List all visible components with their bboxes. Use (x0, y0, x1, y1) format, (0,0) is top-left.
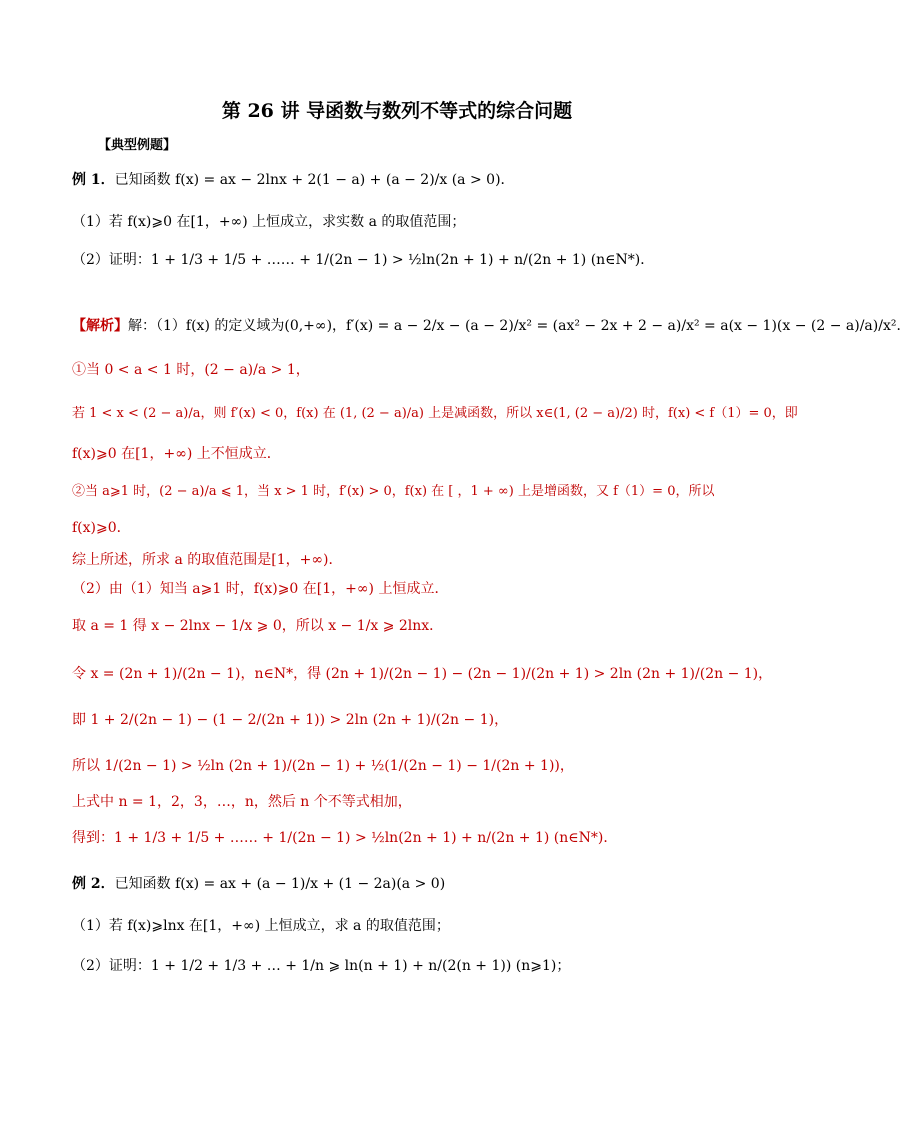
solution-line-7: 综上所述，所求 a 的取值范围是[1，+∞)． (72, 552, 343, 568)
solution-line-5: ②当 a⩾1 时，(2 − a)/a ⩽ 1，当 x > 1 时，f′(x) > 0，f(x) 在 [ ，1 + ∞) 上是增函数，又 f（1）= 0，所以 (72, 484, 715, 499)
solution-line-11: 即 1 + 2/(2n − 1) − (1 − 2/(2n + 1)) > 2ln (2n + 1)/(2n − 1)， (72, 712, 509, 728)
example-1-statement (72, 170, 515, 190)
solution-line-8: （2）由（1）知当 a⩾1 时，f(x)⩾0 在[1，+∞) 上恒成立． (72, 581, 449, 597)
solution-line-10: 令 x = (2n + 1)/(2n − 1)，n∈N*，得 (2n + 1)/(2n − 1) − (2n − 1)/(2n + 1) > 2ln (2n + 1)/(2n − 1)， (72, 666, 773, 682)
section-heading: 【典型例题】 (98, 138, 177, 153)
solution-line-3: 若 1 < x < (2 − a)/a，则 f′(x) < 0，f(x) 在 (1, (2 − a)/a) 上是减函数，所以 x∈(1, (2 − a)/2) 时，f(x) < f（1）= 0，即 (72, 406, 798, 421)
solution-line-9: 取 a = 1 得 x − 2lnx − 1/x ⩾ 0，所以 x − 1/x ⩾ 2lnx． (72, 618, 444, 634)
solution-line-4: f(x)⩾0 在[1，+∞) 上不恒成立． (72, 446, 281, 462)
example-1-question-2: （2）证明：1 + 1/3 + 1/5 + …… + 1/(2n − 1) > ½ln(2n + 1) + n/(2n + 1) (n∈N*)． (72, 252, 655, 268)
example-2-text: 已知函数 f(x) = ax + (a − 1)/x + (1 − 2a)(a > 0) (114, 876, 446, 892)
solution-line-12: 所以 1/(2n − 1) > ½ln (2n + 1)/(2n − 1) + ½(1/(2n − 1) − 1/(2n + 1))， (72, 758, 574, 774)
solution-line-14: 得到：1 + 1/3 + 1/5 + …… + 1/(2n − 1) > ½ln(2n + 1) + n/(2n + 1) (n∈N*)． (72, 830, 618, 846)
example-2-label: 例 2． (72, 876, 115, 892)
solution-tag: 【解析】 (72, 318, 128, 334)
solution-line-1-text: 解：（1）f(x) 的定义域为(0,+∞)，f′(x) = a − 2/x − (a − 2)/x² = (ax² − 2x + 2 − a)/x² = a(x − 1)(x − (2 − a)/a)/x²． (128, 318, 910, 334)
solution-line-13: 上式中 n = 1，2，3，…，n，然后 n 个不等式相加， (72, 794, 412, 810)
example-2-statement (72, 874, 445, 894)
example-1-label: 例 1． (72, 172, 115, 188)
example-2-question-1: （1）若 f(x)⩾lnx 在[1，+∞) 上恒成立，求 a 的取值范围； (72, 918, 450, 934)
solution-line-6: f(x)⩾0． (72, 520, 131, 536)
example-2-question-2: （2）证明：1 + 1/2 + 1/3 + … + 1/n ⩾ ln(n + 1) + n/(2(n + 1)) (n⩾1)； (72, 958, 571, 974)
page-title: 第 26 讲 导函数与数列不等式的综合问题 (221, 100, 573, 122)
example-1-question-1: （1）若 f(x)⩾0 在[1，+∞) 上恒成立，求实数 a 的取值范围； (72, 214, 466, 230)
solution-line-2: ①当 0 < a < 1 时，(2 − a)/a > 1， (72, 362, 310, 378)
solution-line-1 (72, 316, 910, 336)
example-1-text: 已知函数 f(x) = ax − 2lnx + 2(1 − a) + (a − 2)/x (a > 0)． (114, 172, 515, 188)
